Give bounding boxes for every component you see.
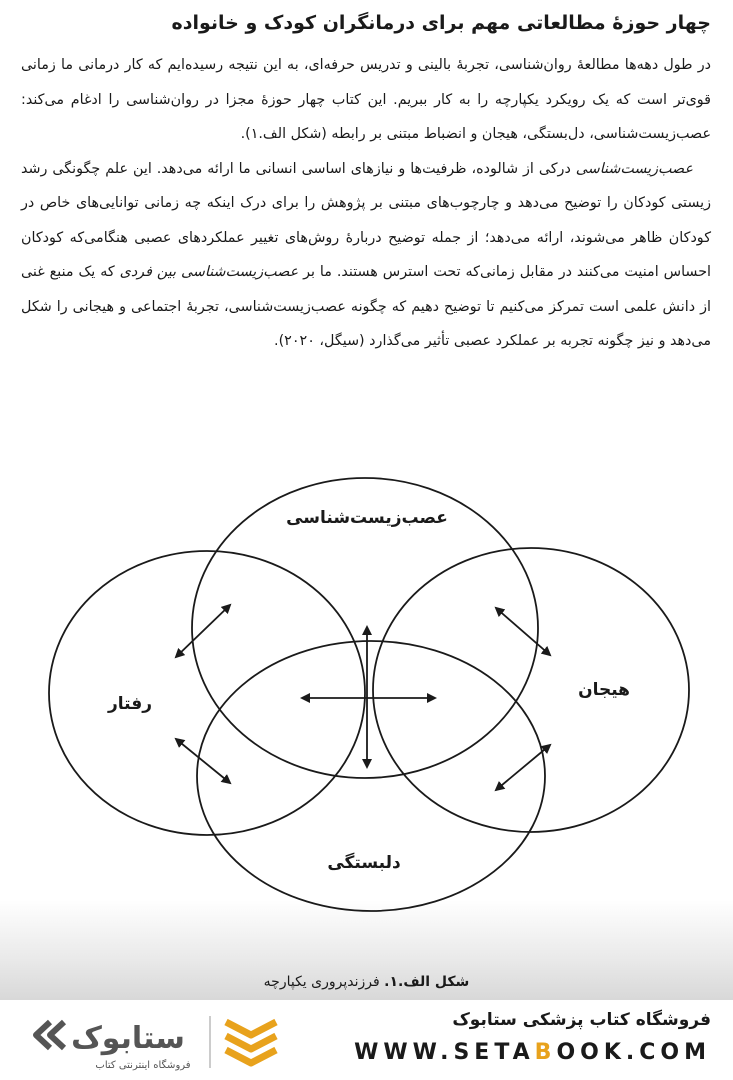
venn-diagram: [0, 465, 733, 930]
store-name: فروشگاه کتاب پزشکی ستابوک: [452, 1010, 711, 1030]
paragraph-2: [21, 152, 711, 359]
label-behavior: رفتار: [107, 694, 153, 714]
figure-caption: [0, 968, 733, 996]
body-text: [21, 48, 711, 359]
logo-subtitle: فروشگاه اینترنتی کتاب: [95, 1060, 191, 1071]
caption-label: شکل الف.۱.: [384, 974, 470, 990]
url-part-2: OOK.COM: [556, 1040, 711, 1065]
double-chevron-icon: [36, 1022, 64, 1048]
term-neurobiology: عصب‌زیست‌شناسی: [575, 160, 693, 177]
store-footer: [0, 1000, 733, 1080]
url-part-1: WWW.SETA: [354, 1040, 535, 1065]
arrow-bottom-left: [176, 739, 230, 783]
paragraph-2-text-2: که یک منبع غنی از دانش علمی است تمرکز می‌کنیم تا توضیح دهیم که چگونه عصب‌زیست‌شناسی، تجربهٔ اجتماعی و هیجانی را شکل می‌دهد و نیز چگونه تجربه بر عملکرد عصبی تأثیر می‌گذارد (سیگل، ۲۰۲۰).: [21, 264, 711, 349]
arrow-top-right: [496, 608, 550, 655]
label-attachment: دلبستگی: [327, 853, 401, 873]
logo-wordmark: ستابوک: [71, 1021, 185, 1056]
stacked-chevrons-icon: [226, 1022, 276, 1063]
caption-text: فرزندپروری یکپارچه: [263, 974, 385, 990]
section-heading: چهار حوزهٔ مطالعاتی مهم برای درمانگران کودک و خانواده: [171, 12, 711, 34]
label-neurobiology: عصب‌زیست‌شناسی: [286, 508, 448, 528]
circle-emotion: [373, 548, 689, 832]
paragraph-2-text-1: درکی از شالوده، ظرفیت‌ها و نیازهای اساسی انسانی ما ارائه می‌دهد. این علم چگونگی رشد زیستی کودکان را توضیح می‌دهد و چارچوب‌های مبتنی بر پژوهش را برای درک اینکه چه زمانی توانایی‌های خاص در کودکان ظاهر می‌شوند، ارائه می‌دهد؛ از جمله توضیح دربارهٔ روش‌های تغییر عملکردهای عصبی هنگامی‌که کودکان احساس امنیت می‌کنند در مقابل زمانی‌که تحت استرس هستند. ما بر: [21, 160, 712, 280]
label-emotion: هیجان: [578, 680, 630, 700]
circle-behavior: [49, 551, 365, 835]
url-accent: B: [534, 1040, 557, 1065]
term-interpersonal-neurobiology: عصب‌زیست‌شناسی بین فردی: [119, 264, 299, 280]
setabook-logo[interactable]: [28, 1010, 288, 1072]
arrow-bottom-right: [496, 745, 550, 790]
arrow-top-left: [176, 605, 230, 657]
store-url-link[interactable]: [354, 1040, 711, 1065]
paragraph-1: در طول دهه‌ها مطالعهٔ روان‌شناسی، تجربهٔ بالینی و تدریس حرفه‌ای، به این نتیجه رسیده‌ایم که کار درمانی ما زمانی قوی‌تر است که یک رویکرد یکپارچه را به کار ببریم. این کتاب چهار حوزهٔ مجزا در روان‌شناسی را ادغام می‌کند: عصب‌زیست‌شناسی، دل‌بستگی، هیجان و انضباط مبتنی بر رابطه (شکل الف.۱).: [21, 57, 711, 142]
